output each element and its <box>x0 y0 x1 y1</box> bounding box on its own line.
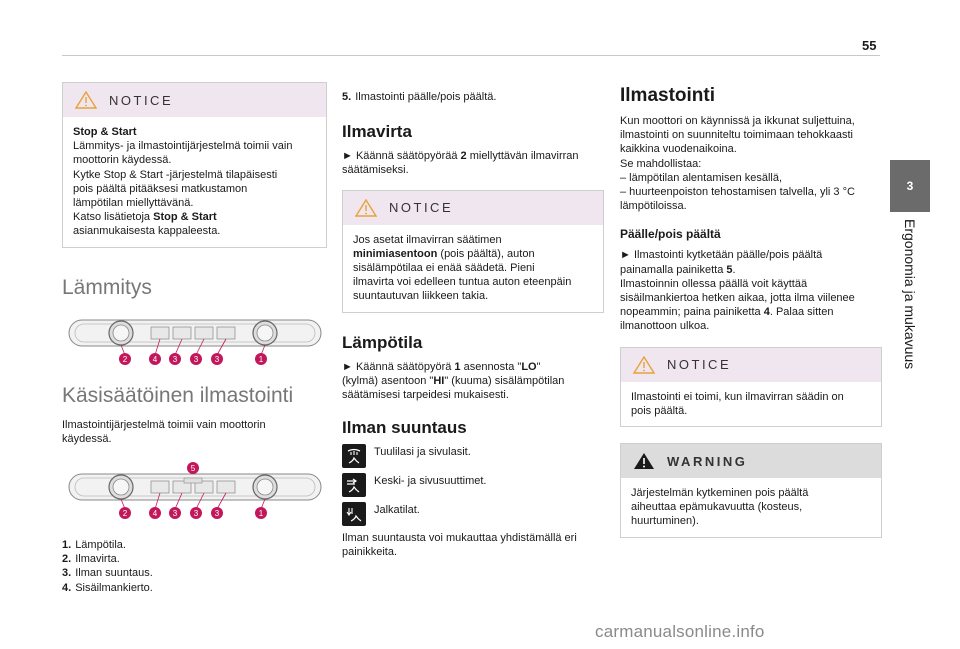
control-panel-ac <box>67 462 323 520</box>
notice-line: asianmukaisesta kappaleesta. <box>73 225 221 238</box>
notice-line: ilmavirta voi edelleen tuntua auton eteenpäin <box>353 276 572 289</box>
svg-text:4: 4 <box>152 354 157 364</box>
warning-header <box>621 444 881 478</box>
center-vent-icon <box>342 473 366 497</box>
control-panel-heating <box>67 314 323 366</box>
on-off-line: ► Ilmastointi kytketään päälle/pois päältä <box>620 249 823 262</box>
notice-body <box>343 225 603 312</box>
on-off-title: Päälle/pois päältä <box>620 227 721 242</box>
notice-line: sisälämpötilaa ei enää säädetä. Pieni <box>353 262 535 275</box>
notice-header <box>343 191 603 225</box>
notice-line: pois päältä pitääksesi matkustamon <box>73 182 248 195</box>
notice-line: lämpötilan miellyttävänä. <box>73 197 194 210</box>
warning-triangle-icon <box>633 356 655 374</box>
notice-line: minimiasentoon (pois päältä), auton <box>353 247 535 260</box>
svg-text:3: 3 <box>193 354 198 364</box>
column-middle <box>342 82 604 560</box>
ac-line: – lämpötilan alentamisen kesällä, <box>620 171 783 184</box>
warning-line: aiheuttaa epämukavuutta (kosteus, <box>631 501 803 514</box>
warning-line: huurtuminen). <box>631 515 699 528</box>
notice-line: suuntautuvan liikkeen takia. <box>353 290 489 303</box>
callout-3 <box>211 353 223 365</box>
air-direction-label: Jalkatilat. <box>374 504 420 517</box>
notice-heading: Stop & Start <box>73 126 137 138</box>
column-right <box>620 82 882 538</box>
notice-title: NOTICE <box>667 357 732 373</box>
svg-text:3: 3 <box>214 509 219 519</box>
watermark: carmanualsonline.info <box>595 622 765 641</box>
warning-triangle-icon <box>75 91 97 109</box>
list-item: 2. Ilmavirta. <box>62 553 120 566</box>
manual-ac-text: käydessä. <box>62 432 112 445</box>
warning-title: WARNING <box>667 453 748 469</box>
notice-box-ac <box>620 347 882 427</box>
control-panel-illustration <box>67 462 323 520</box>
warning-line: Järjestelmän kytkeminen pois päältä <box>631 487 809 500</box>
windscreen-vent-icon <box>342 444 366 468</box>
notice-title: NOTICE <box>109 92 174 108</box>
svg-text:2: 2 <box>122 509 127 519</box>
air-direction-footer: painikkeita. <box>342 546 398 559</box>
notice-box-stop-start <box>62 82 327 248</box>
top-rule <box>62 55 880 56</box>
air-direction-item <box>342 473 604 497</box>
ac-line: lämpötiloissa. <box>620 200 687 213</box>
airflow-text: ► Käännä säätöpyörää 2 miellyttävän ilmavirran <box>342 150 579 163</box>
notice-title: NOTICE <box>389 200 454 216</box>
ac-title: Ilmastointi <box>620 85 716 106</box>
callout-4 <box>149 507 161 519</box>
notice-box-airflow <box>342 190 604 313</box>
callout-3 <box>169 507 181 519</box>
notice-line: Lämmitys- ja ilmastointijärjestelmä toimii vain <box>73 140 293 153</box>
air-direction-label: Keski- ja sivusuuttimet. <box>374 475 487 488</box>
on-off-line: Ilmastoinnin ollessa päällä voit käyttää <box>620 277 808 290</box>
notice-line: moottorin käydessä. <box>73 154 172 167</box>
airflow-text: säätämiseksi. <box>342 164 409 177</box>
warning-box <box>620 443 882 538</box>
callout-1 <box>255 353 267 365</box>
temperature-text: ► Käännä säätöpyörä 1 asennosta "LO" <box>342 360 541 373</box>
page-number: 55 <box>862 38 877 53</box>
callout-3 <box>190 353 202 365</box>
callout-2 <box>119 353 131 365</box>
notice-body <box>63 117 326 247</box>
svg-text:3: 3 <box>214 354 219 364</box>
list-item: 4. Sisäilmankierto. <box>62 581 153 594</box>
callout-4 <box>149 353 161 365</box>
notice-line: Jos asetat ilmavirran säätimen <box>353 233 502 246</box>
temperature-text: säätämisesi tarpeidesi mukaisesti. <box>342 389 509 402</box>
air-direction-item <box>342 502 604 526</box>
notice-body <box>621 382 881 426</box>
warning-triangle-icon <box>633 452 655 470</box>
notice-header <box>63 83 326 117</box>
notice-reference: Katso lisätietoja Stop & Start <box>73 211 217 224</box>
chapter-title-wrap <box>890 215 930 465</box>
list-item: 3. Ilman suuntaus. <box>62 567 153 580</box>
control-panel-illustration <box>67 314 323 366</box>
temperature-title: Lämpötila <box>342 332 423 352</box>
air-direction-title: Ilman suuntaus <box>342 418 467 438</box>
callout-5 <box>187 462 199 474</box>
legend-list <box>62 538 327 595</box>
column-left <box>62 82 327 595</box>
notice-header <box>621 348 881 382</box>
svg-text:3: 3 <box>193 509 198 519</box>
list-item-5: 5. Ilmastointi päälle/pois päältä. <box>342 91 497 103</box>
ac-line: ilmastointi on suunniteltu toimimaan tehokkaasti <box>620 129 853 142</box>
warning-triangle-icon <box>355 199 377 217</box>
callout-3 <box>211 507 223 519</box>
manual-ac-text: Ilmastointijärjestelmä toimii vain moottorin <box>62 418 266 431</box>
svg-text:4: 4 <box>152 509 157 519</box>
ac-line: Se mahdollistaa: <box>620 157 702 170</box>
warning-body <box>621 478 881 537</box>
chapter-title: Ergonomia ja mukavuus <box>902 219 918 370</box>
callout-2 <box>119 507 131 519</box>
callout-3 <box>169 353 181 365</box>
svg-text:1: 1 <box>258 354 263 364</box>
callout-1 <box>255 507 267 519</box>
manual-ac-title: Käsisäätöinen ilmastointi <box>62 383 294 407</box>
air-direction-footer: Ilman suuntausta voi mukauttaa yhdistämällä eri <box>342 532 577 545</box>
ac-line: – huurteenpoiston tehostamisen talvella, yli 3 °C <box>620 186 855 199</box>
notice-line: pois päältä. <box>631 404 688 417</box>
chapter-tab[interactable]: 3 <box>890 160 930 212</box>
list-item: 1. Lämpötila. <box>62 539 126 552</box>
on-off-line: ilmanottoon ulkoa. <box>620 320 710 333</box>
callout-3 <box>190 507 202 519</box>
ac-description <box>620 114 882 213</box>
svg-text:5: 5 <box>190 464 195 474</box>
on-off-description <box>620 248 882 333</box>
notice-line: Ilmastointi ei toimi, kun ilmavirran säädin on <box>631 390 844 403</box>
svg-text:3: 3 <box>172 509 177 519</box>
ac-line: kaikkina vuodenaikoina. <box>620 143 737 156</box>
ac-line: Kun moottori on käynnissä ja ikkunat suljettuina, <box>620 115 855 127</box>
temperature-text: (kylmä) asentoon "HI" (kuuma) sisälämpötilan <box>342 374 565 387</box>
svg-text:2: 2 <box>122 354 127 364</box>
air-direction-label: Tuulilasi ja sivulasit. <box>374 446 471 459</box>
air-direction-list <box>342 444 604 526</box>
airflow-title: Ilmavirta <box>342 122 412 142</box>
svg-text:1: 1 <box>258 509 263 519</box>
heating-title: Lämmitys <box>62 275 152 299</box>
on-off-line: nopeammin; paina painiketta 4. Palaa sitten <box>620 306 834 319</box>
svg-text:3: 3 <box>172 354 177 364</box>
foot-vent-icon <box>342 502 366 526</box>
air-direction-item <box>342 444 604 468</box>
on-off-line: painamalla painiketta 5. <box>620 263 736 276</box>
on-off-line: sisäilmankiertoa hetken aikaa, jotta ilma viilenee <box>620 292 855 305</box>
notice-line: Kytke Stop & Start -järjestelmä tilapäisesti <box>73 168 278 181</box>
